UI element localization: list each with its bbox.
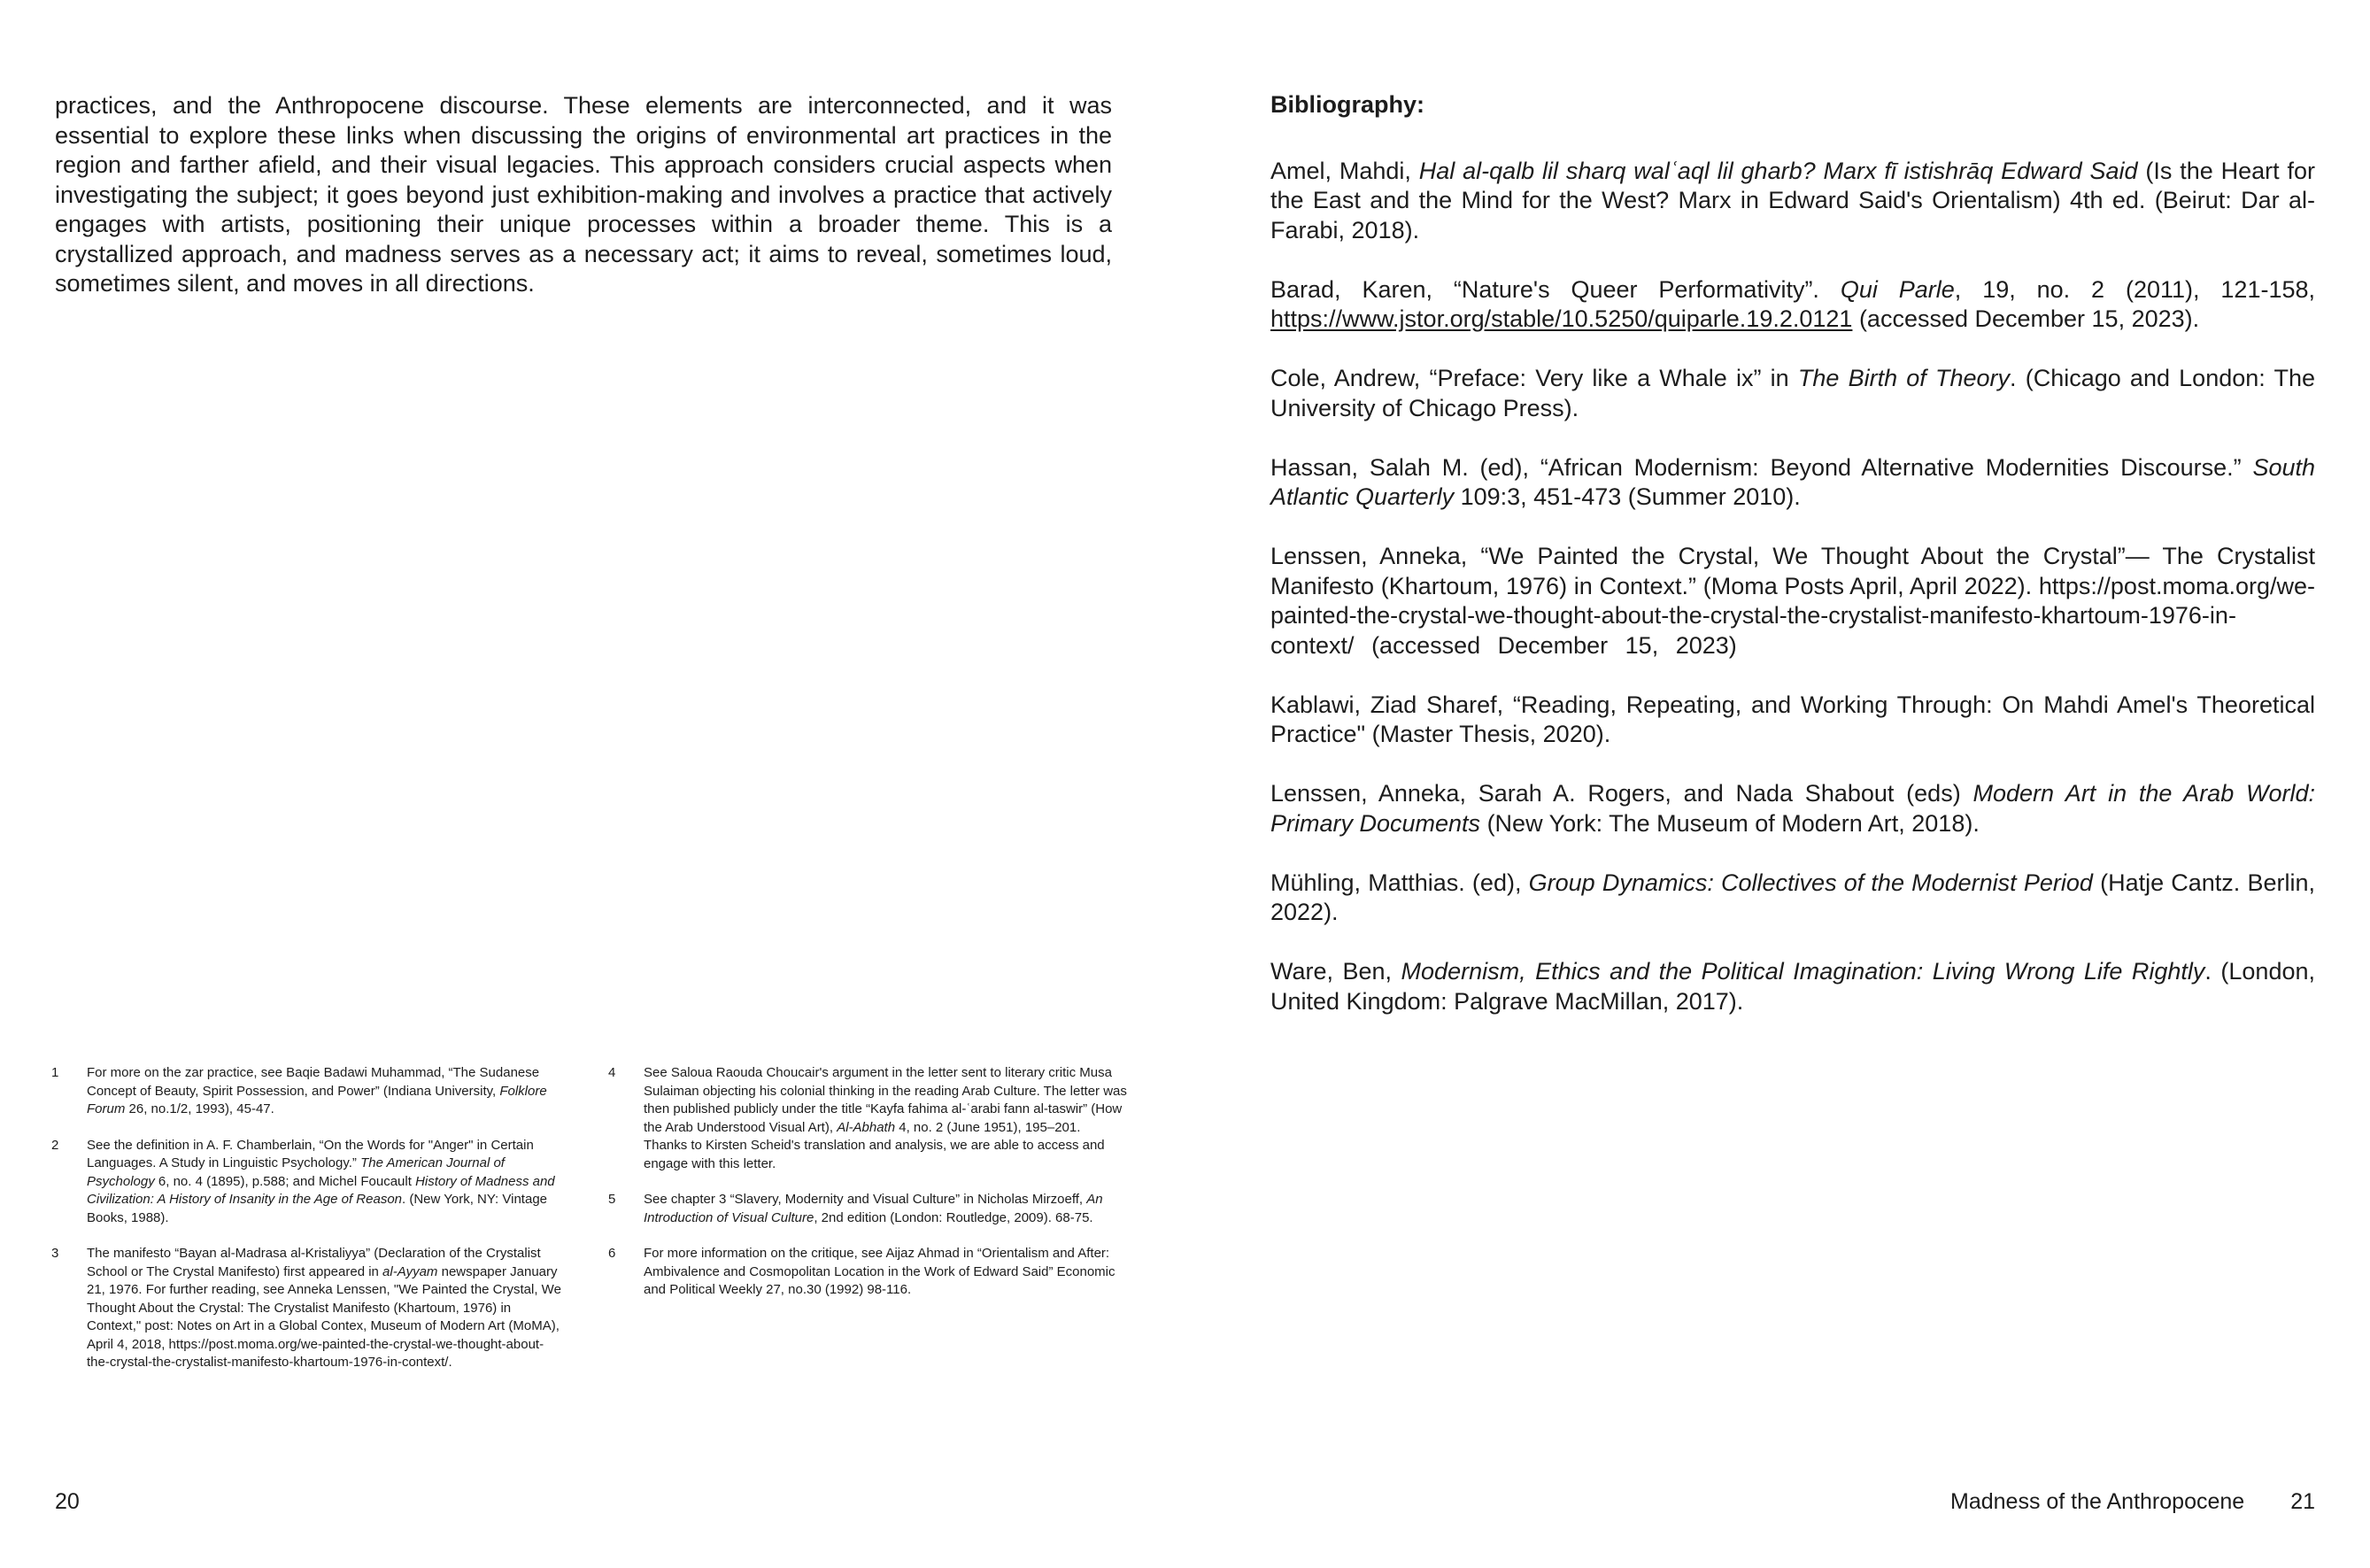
footnote-number: 4 bbox=[608, 1065, 616, 1080]
bib-entry-cole: Cole, Andrew, “Preface: Very like a Whale ix” in The Birth of Theory. (Chicago and London: The University of Chicago Press). bbox=[1270, 365, 2315, 421]
footnote-number: 6 bbox=[608, 1246, 616, 1261]
bib-entry-lenssen-rogers-shabout: Lenssen, Anneka, Sarah A. Rogers, and Nada Shabout (eds) Modern Art in the Arab World: Primary Documents (New York: The Museum of Modern Art, 2018). bbox=[1270, 780, 2316, 837]
footnote-text: See chapter 3 “Slavery, Modernity and Visual Culture” in Nicholas Mirzoeff, An Introduction of Visual Culture, 2nd edition (London: Routledge, 2009). 68-75. bbox=[644, 1192, 1103, 1225]
footnote-text: For more information on the critique, see Aijaz Ahmad in “Orientalism and After: Ambivalence and Cosmopolitan Location in the Work of Edward Said” Economic and Political Weekly 27, no.30 (1992) 98-116. bbox=[644, 1246, 1116, 1297]
running-title: Madness of the Anthropocene bbox=[1950, 1489, 2245, 1514]
bib-entry-lenssen-crystal: Lenssen, Anneka, “We Painted the Crystal, We Thought About the Crystal”— The Crystalist Manifesto (Khartoum, 1976) in Context.” (Moma Posts April, April 2022). https://post.moma.org/we-painted-the-crystal-we-thought-about-the-crystal-the-crystalist-manifesto-khartoum-1976-in-context/ (accessed December 15, 2023) bbox=[1270, 543, 2315, 659]
body-paragraph: practices, and the Anthropocene discourse. These elements are interconnected, and it was essential to explore these links when discussing the origins of environmental art practices in the region and farther afield, and their visual legacies. This approach considers crucial aspects when investigating the subject; it goes beyond just exhibition-making and involves a practice that actively engages with artists, positioning their unique processes within a broader theme. This is a crystallized approach, and madness serves as a necessary act; it aims to reveal, sometimes loud, sometimes silent, and moves in all directions. bbox=[55, 92, 1112, 297]
footnote-3 bbox=[51, 1245, 563, 1372]
footnote-4 bbox=[608, 1064, 1127, 1173]
bib-entry-kablawi: Kablawi, Ziad Sharef, “Reading, Repeating, and Working Through: On Mahdi Amel's Theoretical Practice" (Master Thesis, 2020). bbox=[1270, 691, 2315, 747]
bib-entry-muhling: Mühling, Matthias. (ed), Group Dynamics: Collectives of the Modernist Period (Hatje Cantz. Berlin, 2022). bbox=[1270, 869, 2316, 925]
page-number-left: 20 bbox=[55, 1489, 80, 1514]
hyperlink[interactable]: https://www.jstor.org/stable/10.5250/quiparle.19.2.0121 bbox=[1270, 305, 1853, 332]
bibliography-heading: Bibliography: bbox=[1270, 91, 1424, 118]
bib-entry-amel: Amel, Mahdi, Hal al-qalb lil sharq walʿaql lil gharb? Marx fī istishrāq Edward Said (Is the Heart for the East and the Mind for the West? Marx in Edward Said's Orientalism) 4th ed. (Beirut: Dar al-Farabi, 2018). bbox=[1270, 157, 2316, 243]
footer-right bbox=[1950, 1491, 2315, 1513]
footnotes-column-1 bbox=[51, 1064, 563, 1390]
footnote-number: 2 bbox=[51, 1137, 59, 1153]
footnote-5 bbox=[608, 1191, 1127, 1227]
footnotes-column-2 bbox=[608, 1064, 1127, 1317]
footnote-text: The manifesto “Bayan al-Madrasa al-Kristaliyya” (Declaration of the Crystalist School or The Crystal Manifesto) first appeared in al-Ayyam newspaper January 21, 1976. For further reading, see Anneka Lenssen, "We Painted the Crystal, We Thought About the Crystal: The Crystalist Manifesto (Khartoum, 1976) in Context," post: Notes on Art in a Global Contex, Museum of Modern Art (MoMA), April 4, 2018, https://post.moma.org/we-painted-the-crystal-we-thought-about-the-crystal-the-crystalist-manifesto-khartoum-1976-in-context/. bbox=[87, 1246, 561, 1370]
footnote-number: 5 bbox=[608, 1192, 616, 1207]
footnote-number: 1 bbox=[51, 1065, 59, 1080]
page-number-right: 21 bbox=[2290, 1489, 2315, 1514]
bib-entry-barad: Barad, Karen, “Nature's Queer Performativity”. Qui Parle, 19, no. 2 (2011), 121-158, https://www.jstor.org/stable/10.5250/quiparle.19.2.0121 (accessed December 15, 2023). bbox=[1270, 275, 2315, 332]
bibliography bbox=[1270, 90, 2315, 1047]
footnote-text: See Saloua Raouda Choucair's argument in the letter sent to literary critic Musa Sulaiman objecting his colonial thinking in the reading Arab Culture. The letter was then published publicly under the title “Kayfa fahima al-ʿarabi fann al-taswir” (How the Arab Understood Visual Art), Al-Abhath 4, no. 2 (June 1951), 195–201. Thanks to Kirsten Scheid's translation and analysis, we are able to access and engage with this letter. bbox=[644, 1065, 1127, 1171]
bib-entry-hassan: Hassan, Salah M. (ed), “African Modernism: Beyond Alternative Modernities Discourse.” South Atlantic Quarterly 109:3, 451-473 (Summer 2010). bbox=[1270, 453, 2315, 510]
footnote-text: For more on the zar practice, see Baqie Badawi Muhammad, “The Sudanese Concept of Beauty, Spirit Possession, and Power” (Indiana University, Folklore Forum 26, no.1/2, 1993), 45-47. bbox=[87, 1065, 547, 1116]
footnote-6 bbox=[608, 1245, 1127, 1300]
footnote-1 bbox=[51, 1064, 563, 1119]
footnote-number: 3 bbox=[51, 1246, 59, 1261]
footnote-text: See the definition in A. F. Chamberlain, “On the Words for "Anger" in Certain Languages. A Study in Linguistic Psychology.” The American Journal of Psychology 6, no. 4 (1895), p.588; and Michel Foucault History of Madness and Civilization: A History of Insanity in the Age of Reason. (New York, NY: Vintage Books, 1988). bbox=[87, 1137, 555, 1225]
bib-entry-ware: Ware, Ben, Modernism, Ethics and the Political Imagination: Living Wrong Life Rightly. (London, United Kingdom: Palgrave MacMillan, 2017). bbox=[1270, 958, 2315, 1015]
footnote-2 bbox=[51, 1137, 563, 1228]
